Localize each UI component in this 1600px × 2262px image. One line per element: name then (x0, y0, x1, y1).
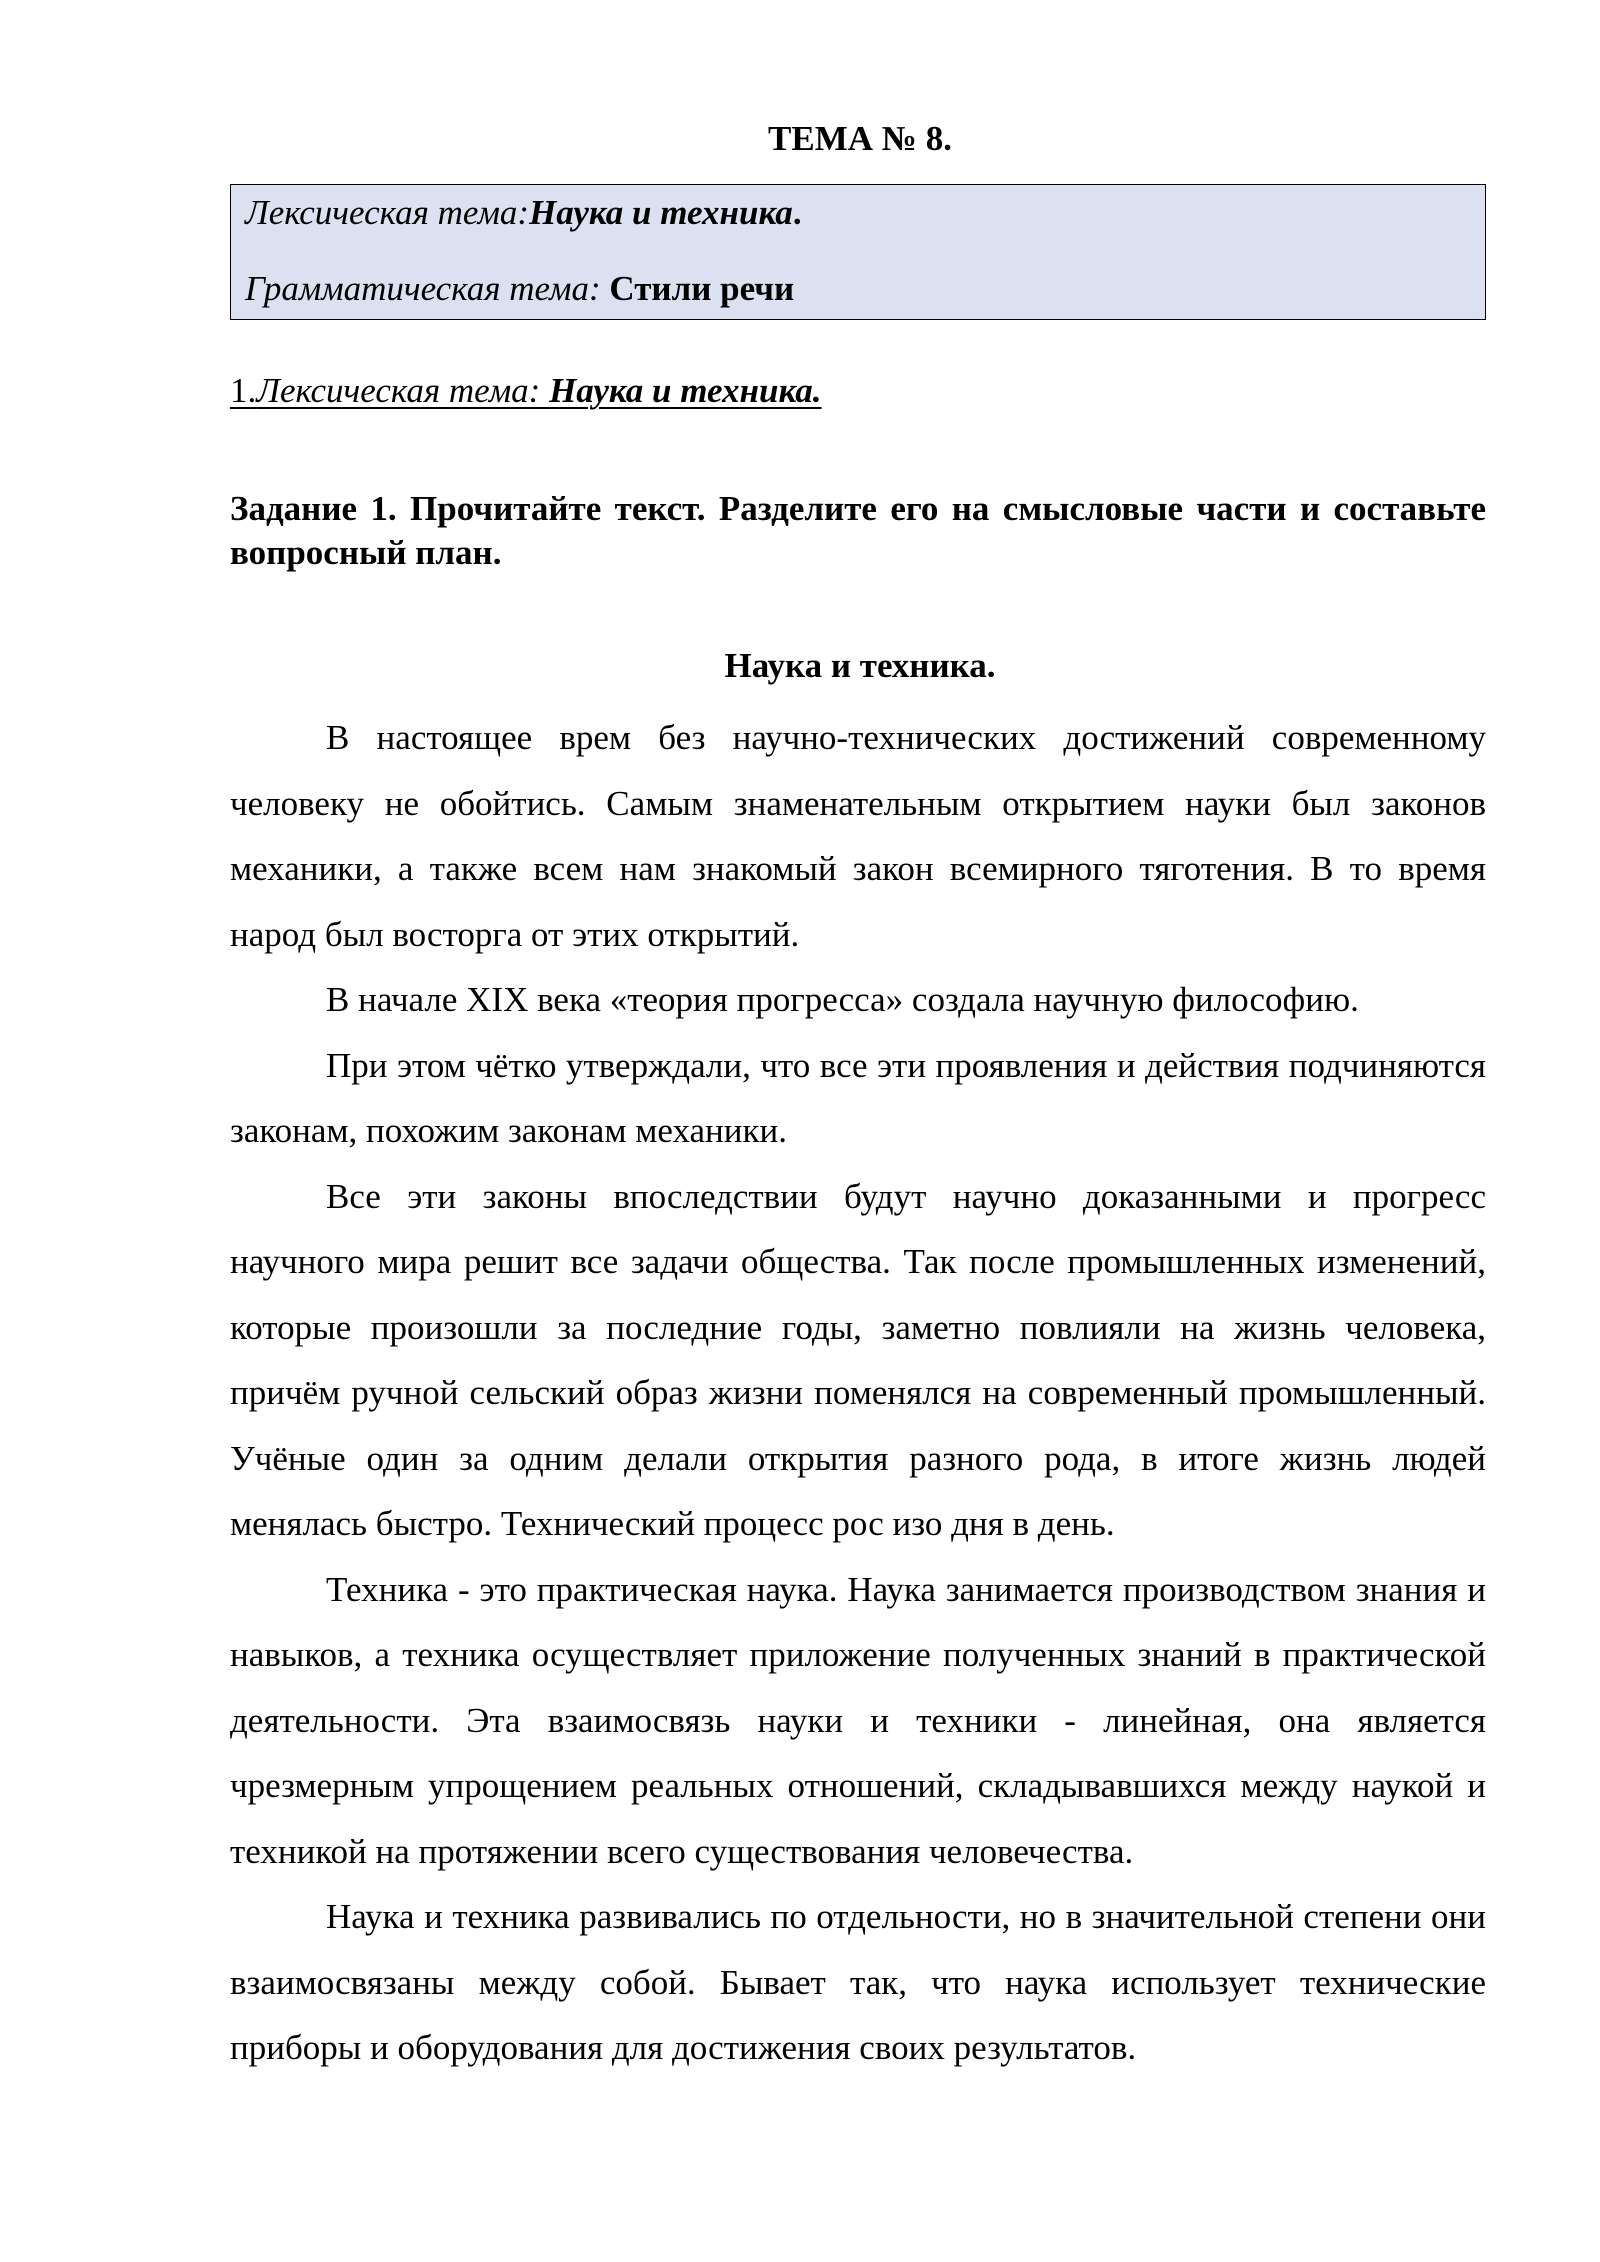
paragraph: Все эти законы впоследствии будут научно доказанными и прогресс научного мира решит все задачи общества. Так после промышленных изменений, которые произошли за последние годы, заметно повлияли на жизнь человека, причём ручной сельский образ жизни поменялся на современный промышленный. Учёные один за одним делали открытия разного рода, в итоге жизнь людей менялась быстро. Технический процесс рос изо дня в день. (230, 1176, 1486, 1543)
page-title: ТЕМА № 8. (768, 119, 952, 158)
paragraph: В настоящее врем без научно-технических достижений современному человеку не обойтись. Самым знаменательным открытием науки был законов механики, а также всем нам знакомый закон всемирного тяготения. В то время народ был восторга от этих открытий. (230, 718, 1486, 954)
task-instruction: Задание 1. Прочитайте текст. Разделите его на смысловые части и составьте вопросный план. (230, 489, 1486, 572)
grammar-theme-label: Грамматическая тема: (245, 269, 610, 308)
lexical-theme-end: . (792, 193, 802, 232)
paragraph: В начале XIX века «теория прогресса» создала научную философию. (326, 980, 1359, 1019)
grammar-theme-value: Стили речи (609, 269, 795, 308)
paragraph: Наука и техника развивались по отдельности, но в значительной степени они взаимосвязаны между собой. Бывает так, что наука использует технические приборы и оборудования для достижения своих результатов. (230, 1897, 1486, 2067)
section-label: Лексическая тема: (256, 371, 550, 410)
text-title: Наука и техника. (724, 646, 996, 685)
body-text (230, 705, 1486, 2081)
paragraph: Техника - это практическая наука. Наука занимается производством знания и навыков, а техника осуществляет приложение полученных знаний в практической деятельности. Эта взаимосвязь науки и техники - линейная, она является чрезмерным упрощением реальных отношений, складывавшихся между наукой и техникой на протяжении всего существования человечества. (230, 1569, 1486, 1871)
grammar-theme-line (245, 265, 794, 313)
section-value: Наука и техника. (549, 371, 822, 410)
lexical-theme-value: Наука и техника (529, 193, 793, 232)
theme-box (230, 184, 1486, 320)
paragraph: При этом чётко утверждали, что все эти проявления и действия подчиняются законам, похожим законам механики. (230, 1045, 1486, 1150)
lexical-theme-line (245, 189, 802, 237)
section-number: 1. (230, 371, 257, 410)
lexical-theme-label: Лексическая тема: (245, 193, 530, 232)
section-heading (230, 367, 822, 415)
